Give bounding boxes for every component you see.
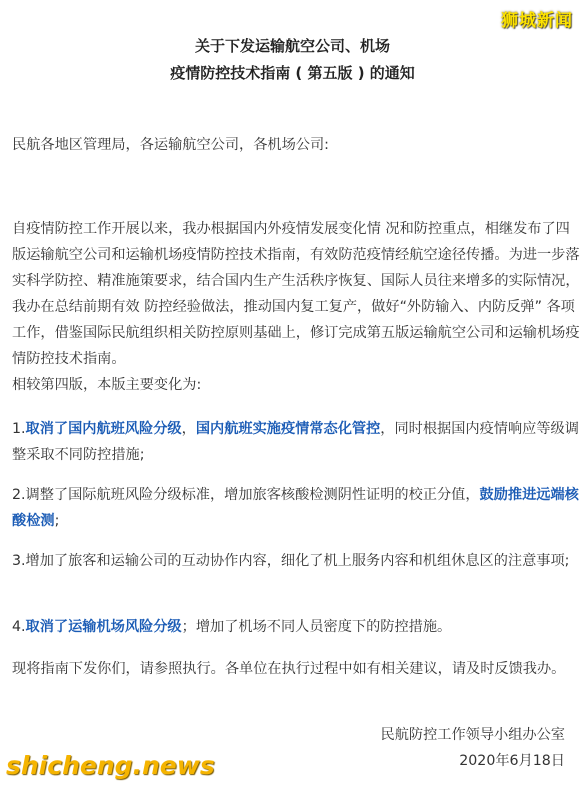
item1-mid: ， [181,421,196,437]
salutation: 民航各地区管理局，各运输航空公司，各机场公司: [12,137,329,153]
item1-highlight-1: 取消了国内航班风险分级 [25,421,182,437]
item2-rest: ; [54,513,60,529]
item4-highlight: 取消了运输机场风险分级 [25,619,182,635]
watermark-logo-bottom: shicheng.news [6,751,215,780]
item1-highlight-2: 国内航班实施疫情常态化管控 [195,421,381,437]
change-item-2 [12,482,580,534]
document-title-line1: 关于下发运输航空公司、机场 [194,37,390,55]
item4-prefix: 4. [12,619,26,635]
changes-intro: 相较第四版，本版主要变化为: [12,377,202,393]
intro-paragraph: 自疫情防控工作开展以来，我办根据国内外疫情发展变化情 况和防控重点，相继发布了四版运输航空公司和运输机场疫情防控技术指南，有效防范疫情经航空途径传播。为进一步落实科学防控、精准施策要求，结合国内生产生活秩序恢复、国际人员往来增多的实际情况，我办在总结前期有效 防控经验做法，推动国内复工复产，做好“外防输入、内防反弹” 各项工作，借鉴国际民航组织相关防控原则基础上，修订完成第五版运输航空公司和运输机场疫情防控技术指南。 [12,221,580,367]
signature-date: 2020年6月18日 [459,753,565,769]
change-item-3: 3.增加了旅客和运输公司的互动协作内容，细化了机上服务内容和机组休息区的注意事项; [12,553,570,569]
item1-prefix: 1. [12,421,26,437]
closing-paragraph: 现将指南下发你们，请参照执行。各单位在执行过程中如有相关建议，请及时反馈我办。 [12,661,566,677]
item2-prefix: 2.调整了国际航班风险分级标准，增加旅客核酸检测阴性证明的校正分值， [12,487,480,503]
watermark-logo-top: 狮城新闻 [501,11,573,31]
document-title-line2: 疫情防控技术指南 ( 第五版 ) 的通知 [170,64,415,82]
item1-rest: ，同时根据国内疫情响应等级调整采取不同防控措施; [12,421,579,463]
item4-rest: ；增加了机场不同人员密度下的防控措施。 [181,619,452,635]
signature-org: 民航防控工作领导小组办公室 [380,727,565,743]
change-item-4 [12,614,580,640]
change-item-1 [12,416,580,468]
item2-highlight: 鼓励推进远端核酸检测 [12,487,579,529]
